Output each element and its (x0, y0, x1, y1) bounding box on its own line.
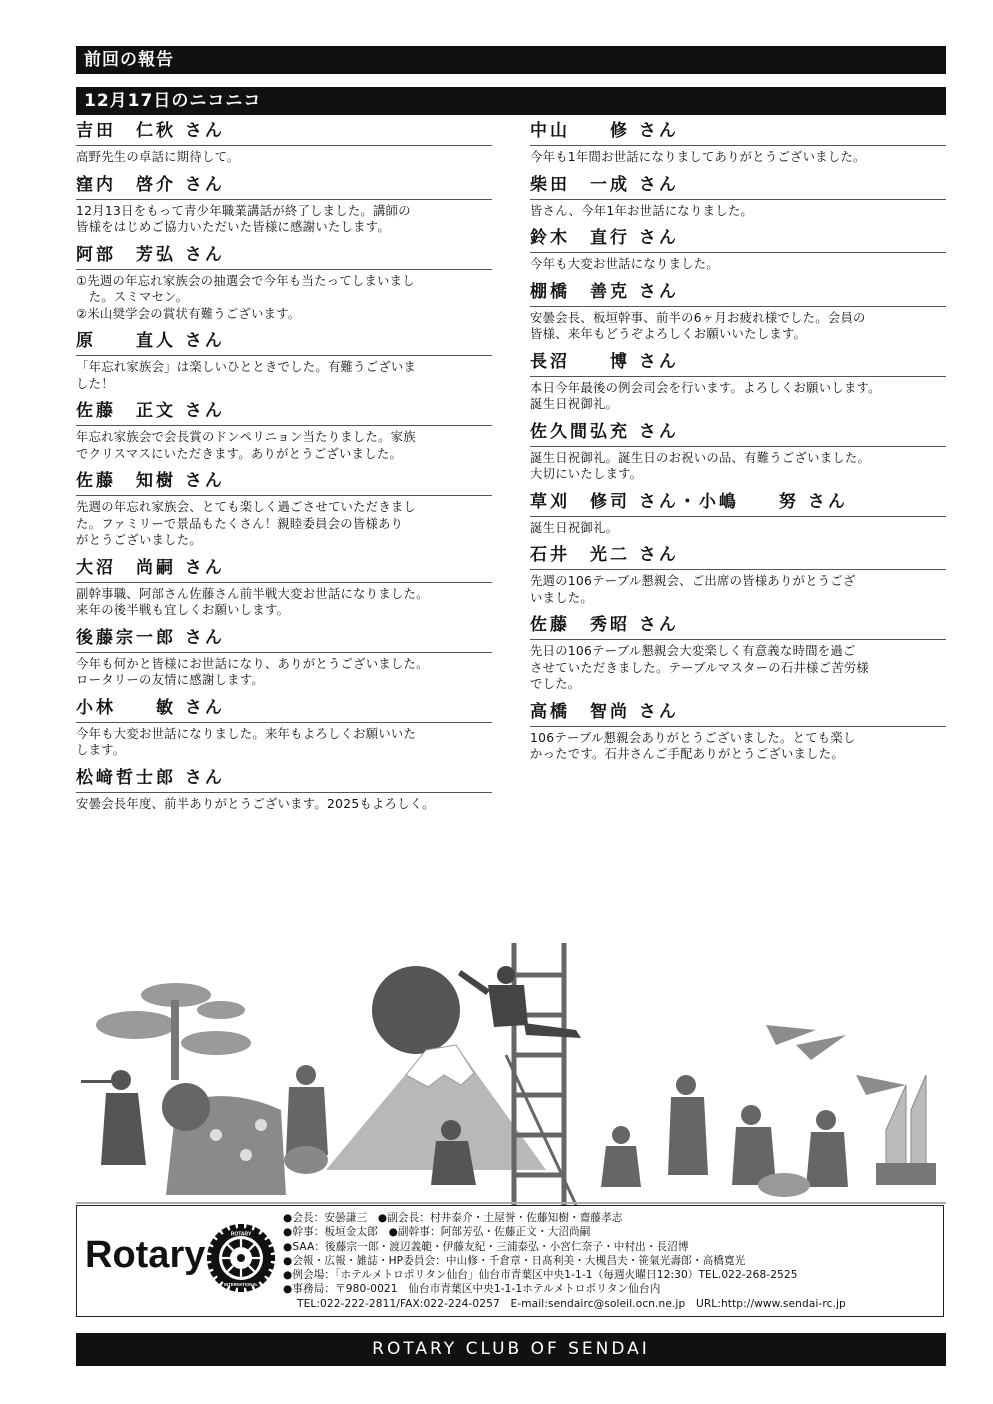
gear-tooth (267, 1255, 275, 1261)
member-message (530, 307, 946, 343)
message-entry (76, 398, 492, 462)
rotary-logo-text: Rotary (85, 1234, 206, 1276)
message-entry (76, 695, 492, 759)
message-line: 皆様、来年もどうぞよろしくお願いいたします。 (530, 327, 807, 341)
member-message (530, 517, 946, 537)
wheel-text-bottom: INTERNATIONAL (224, 1282, 258, 1287)
info-line: ●会長：安曇謙三 ●副会長：村井泰介・土屋誉・佐藤知樹・齋藤孝志 (283, 1212, 623, 1224)
member-message (530, 447, 946, 483)
member-name: 草刈 修司 さん・小嶋 努 さん (530, 489, 946, 517)
member-message (530, 377, 946, 413)
message-line: がとうございました。 (76, 533, 202, 547)
member-message (76, 653, 492, 689)
member-message (76, 356, 492, 392)
message-entry (530, 489, 946, 537)
message-line: でした。 (530, 677, 581, 691)
message-line: 副幹事職、阿部さん佐藤さん前半戦大変お世話になりました。 (76, 586, 429, 601)
message-line: ロータリーの友情に感謝します。 (76, 673, 264, 687)
club-name-bar: ROTARY CLUB OF SENDAI (76, 1333, 946, 1366)
message-line: た。ファミリーで景品もたくさん！親睦委員会の皆様あり (76, 516, 404, 531)
message-entry (76, 468, 492, 549)
message-entry (76, 625, 492, 689)
wheel-text-top: ROTARY (230, 1231, 252, 1238)
member-name: 後藤宗一郎 さん (76, 625, 492, 653)
member-message (530, 146, 946, 166)
info-line: ●例会場：「ホテルメトロポリタン仙台」仙台市青葉区中央1-1-1（毎週火曜日12:30）TEL.022-268-2525 (283, 1269, 798, 1282)
message-entry (530, 349, 946, 413)
message-entry (530, 542, 946, 606)
member-name: 大沼 尚嗣 さん (76, 555, 492, 583)
message-line: 皆様をはじめご協力いただいた皆様に感謝いたします。 (76, 220, 390, 234)
message-entry (530, 225, 946, 273)
message-line: 先日の106テーブル懇親会大変楽しく有意義な時間を過ご (530, 644, 856, 658)
message-line: します。 (76, 743, 126, 757)
member-name: 阿部 芳弘 さん (76, 242, 492, 270)
member-message (530, 200, 946, 220)
left-column (76, 118, 492, 818)
message-entry (530, 172, 946, 220)
member-message (76, 793, 492, 813)
message-entry (530, 419, 946, 483)
message-line: ①先週の年忘れ家族会の抽選会で今年も当たってしまいまし (76, 273, 415, 288)
drummer-figure (284, 1065, 328, 1174)
member-name: 棚橋 善克 さん (530, 279, 946, 307)
message-line: 大切にいたします。 (530, 467, 643, 481)
message-line: 誕生日祝御礼。 (530, 397, 619, 411)
right-column (530, 118, 946, 769)
member-name: 中山 修 さん (530, 118, 946, 146)
message-entry (76, 242, 492, 323)
message-line: 年忘れ家族会で会長賞のドンペリニョン当たりました。家族 (76, 430, 416, 444)
bamboo-leaves (766, 1025, 906, 1095)
member-message (76, 200, 492, 236)
kadomatsu-shape (876, 1075, 936, 1185)
message-line: 高野先生の卓話に期待して。 (76, 150, 240, 164)
new-year-illustration (76, 935, 946, 1205)
member-name: 松﨑哲士郎 さん (76, 765, 492, 793)
member-name: 佐藤 知樹 さん (76, 468, 492, 496)
message-line: 今年も大変お世話になりました。 (530, 257, 719, 271)
member-name: 窪内 啓介 さん (76, 172, 492, 200)
message-line: 今年も何かと皆様にお世話になり、ありがとうございました。 (76, 656, 429, 671)
message-entry (530, 279, 946, 343)
member-message (530, 253, 946, 273)
member-message (530, 570, 946, 606)
message-line: 「年忘れ家族会」は楽しいひとときでした。有難うございま (76, 360, 417, 374)
member-message (76, 146, 492, 166)
mochi-pounding-figures (601, 1075, 848, 1197)
report-subtitle: 12月17日のニコニコ (76, 87, 946, 115)
message-line: 今年も1年間お世話になりましてありがとうございました。 (530, 150, 866, 164)
message-line: 今年も大変お世話になりました。来年もよろしくお願いいた (76, 726, 417, 741)
message-line: 本日今年最後の例会司会を行います。よろしくお願いします。 (530, 380, 881, 395)
member-name: 佐藤 秀昭 さん (530, 612, 946, 640)
member-name: 長沼 博 さん (530, 349, 946, 377)
message-line: 12月13日をもって青少年職業講話が終了しました。講師の (76, 203, 411, 218)
message-line: 皆さん、今年1年お世話になりました。 (530, 203, 754, 218)
info-line: ●SAA：後藤宗一郎・渡辺義範・伊藤友紀・三浦泰弘・小宮仁奈子・中村出・長沼博 (283, 1240, 689, 1253)
info-line: TEL:022-222-2811/FAX:022-224-0257 E-mail:sendairc@soleil.ocn.ne.jp URL:http://www.sendai-rc.jp (297, 1297, 846, 1310)
pine-tree-shape (96, 983, 251, 1080)
message-line: した！ (76, 376, 114, 391)
member-message (76, 583, 492, 619)
message-entry (76, 172, 492, 236)
message-line: させていただきました。テーブルマスターの石井様ご苦労様 (530, 660, 870, 675)
member-name: 佐久間弘充 さん (530, 419, 946, 447)
info-line: ●幹事：板垣金太郎 ●副幹事：阿部芳弘・佐藤正文・大沼尚嗣 (283, 1226, 591, 1239)
message-line: 安曇会長年度、前半ありがとうございます。2025もよろしく。 (76, 796, 435, 811)
message-line: 誕生日祝御礼。誕生日のお祝いの品、有難うございました。 (530, 450, 871, 465)
club-info-box (76, 1205, 944, 1317)
member-message (76, 426, 492, 462)
message-line: ②米山奨学会の賞状有難うございます。 (76, 306, 301, 321)
message-line: 誕生日祝御礼。 (530, 520, 619, 535)
member-name: 佐藤 正文 さん (76, 398, 492, 426)
member-message (76, 496, 492, 549)
member-message (76, 723, 492, 759)
message-entry (530, 612, 946, 693)
section-title: 前回の報告 (76, 46, 946, 74)
message-entry (76, 328, 492, 392)
member-message (76, 270, 492, 323)
gear-tooth (207, 1255, 215, 1261)
sun-shape (372, 966, 460, 1054)
member-name: 鈴木 直行 さん (530, 225, 946, 253)
member-name: 柴田 一成 さん (530, 172, 946, 200)
message-line: 来年の後半戦も宜しくお願いします。 (76, 603, 290, 617)
message-line: かったです。石井さんご手配ありがとうございました。 (530, 747, 844, 761)
rotary-wheel-icon (205, 1222, 277, 1294)
message-line: 先週の年忘れ家族会、とても楽しく過ごさせていただきまし (76, 500, 417, 514)
member-message (530, 727, 946, 763)
message-entry (76, 765, 492, 813)
info-line: ●事務局：〒980-0021 仙台市青葉区中央1-1-1ホテルメトロポリタン仙台内 (283, 1283, 661, 1296)
member-name: 高橋 智尚 さん (530, 699, 946, 727)
member-name: 石井 光二 さん (530, 542, 946, 570)
message-entry (530, 699, 946, 763)
flute-player-figure (81, 1070, 146, 1165)
message-line: 先週の106テーブル懇親会、ご出席の皆様ありがとうござ (530, 574, 856, 588)
member-name: 吉田 仁秋 さん (76, 118, 492, 146)
message-line: でクリスマスにいただきます。ありがとうございました。 (76, 446, 403, 461)
message-entry (530, 118, 946, 166)
member-name: 小林 敏 さん (76, 695, 492, 723)
info-line: ●会報・広報・雑誌・HP委員会：中山修・千倉章・日髙利美・大槻昌夫・笹氣光壽郎・高橋寛光 (283, 1254, 746, 1267)
lion-dance-figure (162, 1083, 286, 1195)
message-line: 安曇会長、板垣幹事、前半の6ヶ月お疲れ様でした。会員の (530, 310, 866, 325)
message-entry (76, 555, 492, 619)
message-entry (76, 118, 492, 166)
member-name: 原 直人 さん (76, 328, 492, 356)
member-message (530, 640, 946, 693)
message-line: 106テーブル懇親会ありがとうございました。とても楽し (530, 730, 856, 745)
message-line: いました。 (530, 590, 593, 605)
message-line: た。スミマセン。 (76, 290, 189, 304)
club-info-lines (283, 1211, 846, 1311)
